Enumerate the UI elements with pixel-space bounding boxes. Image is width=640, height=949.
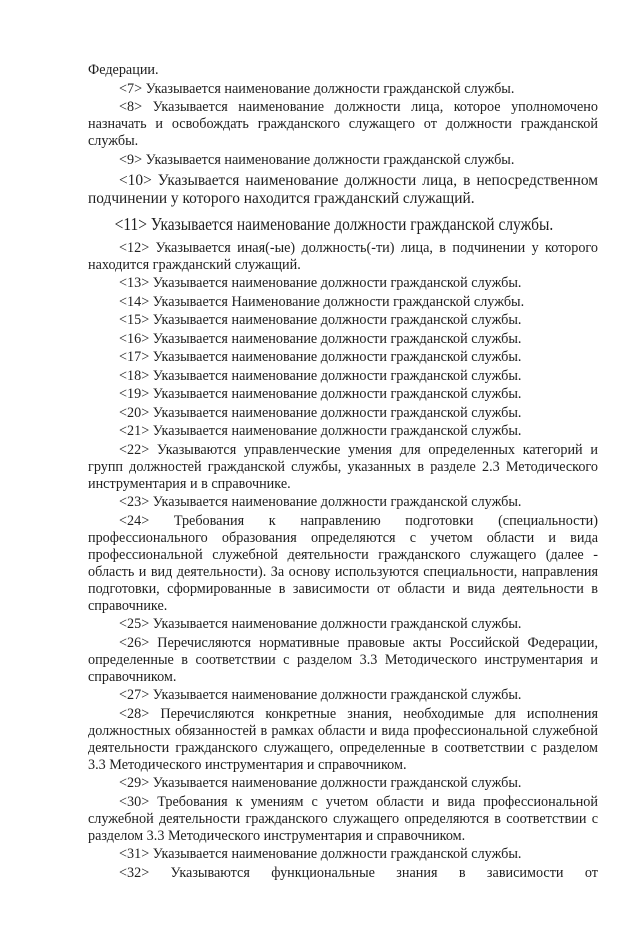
footnote-23: <23> Указывается наименование должности гражданской службы.: [119, 494, 522, 510]
footnote-26: <26> Перечисляются нормативные правовые акты Российской Федерации, определенные в соответствии с разделом 3.3 Методического инструментария и справочником.: [88, 634, 598, 685]
footnote-7: <7> Указывается наименование должности гражданской службы.: [119, 80, 515, 97]
footnote-9: <9> Указывается наименование должности гражданской службы.: [119, 151, 515, 168]
footnote-19: <19> Указывается наименование должности гражданской службы.: [119, 386, 522, 402]
footnote-24: <24> Требования к направлению подготовки (специальности) профессионального образования определяются с учетом области и вида профессиональной служебной деятельности гражданского служащего (далее - область и вид деятельности). За основу используются специальности, направления подготовки, сформированные в зависимости от области и вида деятельности в справочнике.: [88, 512, 598, 614]
document-page: [88, 62, 598, 883]
footnote-29: <29> Указывается наименование должности гражданской службы.: [119, 775, 522, 791]
footnote-12: <12> Указывается иная(-ые) должность(-ти) лица, в подчинении у которого находится гражданский служащий.: [88, 239, 598, 273]
footnote-27: <27> Указывается наименование должности гражданской службы.: [119, 687, 522, 703]
footnote-8: <8> Указывается наименование должности лица, которое уполномочено назначать и освобождать гражданского служащего от должности гражданской службы.: [88, 99, 598, 149]
footnote-32: <32> Указываются функциональные знания в зависимости от: [119, 864, 598, 881]
footnote-30: <30> Требования к умениям с учетом области и вида профессиональной служебной деятельности гражданского служащего определяются в соответствии с разделом 3.3 Методического инструментария и справочником.: [88, 793, 598, 844]
footnote-10: <10> Указывается наименование должности лица, в непосредственном подчинении у которого находится гражданский служащий.: [88, 171, 598, 207]
footnote-28: <28> Перечисляются конкретные знания, необходимые для исполнения должностных обязанностей в рамках области и вида профессиональной служебной деятельности гражданского служащего, определенные в соответствии с разделом 3.3 Методического инструментария и справочником.: [88, 705, 598, 773]
footnote-15: <15> Указывается наименование должности гражданской службы.: [119, 312, 522, 328]
footnote-11: <11> Указывается наименование должности гражданской службы.: [114, 213, 554, 234]
paragraph-continuation: Федерации.: [88, 62, 159, 78]
footnote-21: <21> Указывается наименование должности гражданской службы.: [119, 423, 522, 439]
footnote-18: <18> Указывается наименование должности гражданской службы.: [119, 367, 522, 384]
footnote-31: <31> Указывается наименование должности гражданской службы.: [119, 846, 522, 862]
footnote-20: <20> Указывается наименование должности гражданской службы.: [119, 404, 522, 421]
footnote-16: <16> Указывается наименование должности гражданской службы.: [119, 330, 522, 347]
footnote-22: <22> Указываются управленческие умения для определенных категорий и групп должностей гражданской службы, указанных в разделе 2.3 Методического инструментария и в справочнике.: [88, 441, 598, 492]
footnote-17: <17> Указывается наименование должности гражданской службы.: [119, 349, 522, 365]
footnote-13: <13> Указывается наименование должности гражданской службы.: [119, 275, 522, 291]
footnote-25: <25> Указывается наименование должности гражданской службы.: [119, 616, 522, 632]
footnote-14: <14> Указывается Наименование должности гражданской службы.: [119, 293, 525, 310]
